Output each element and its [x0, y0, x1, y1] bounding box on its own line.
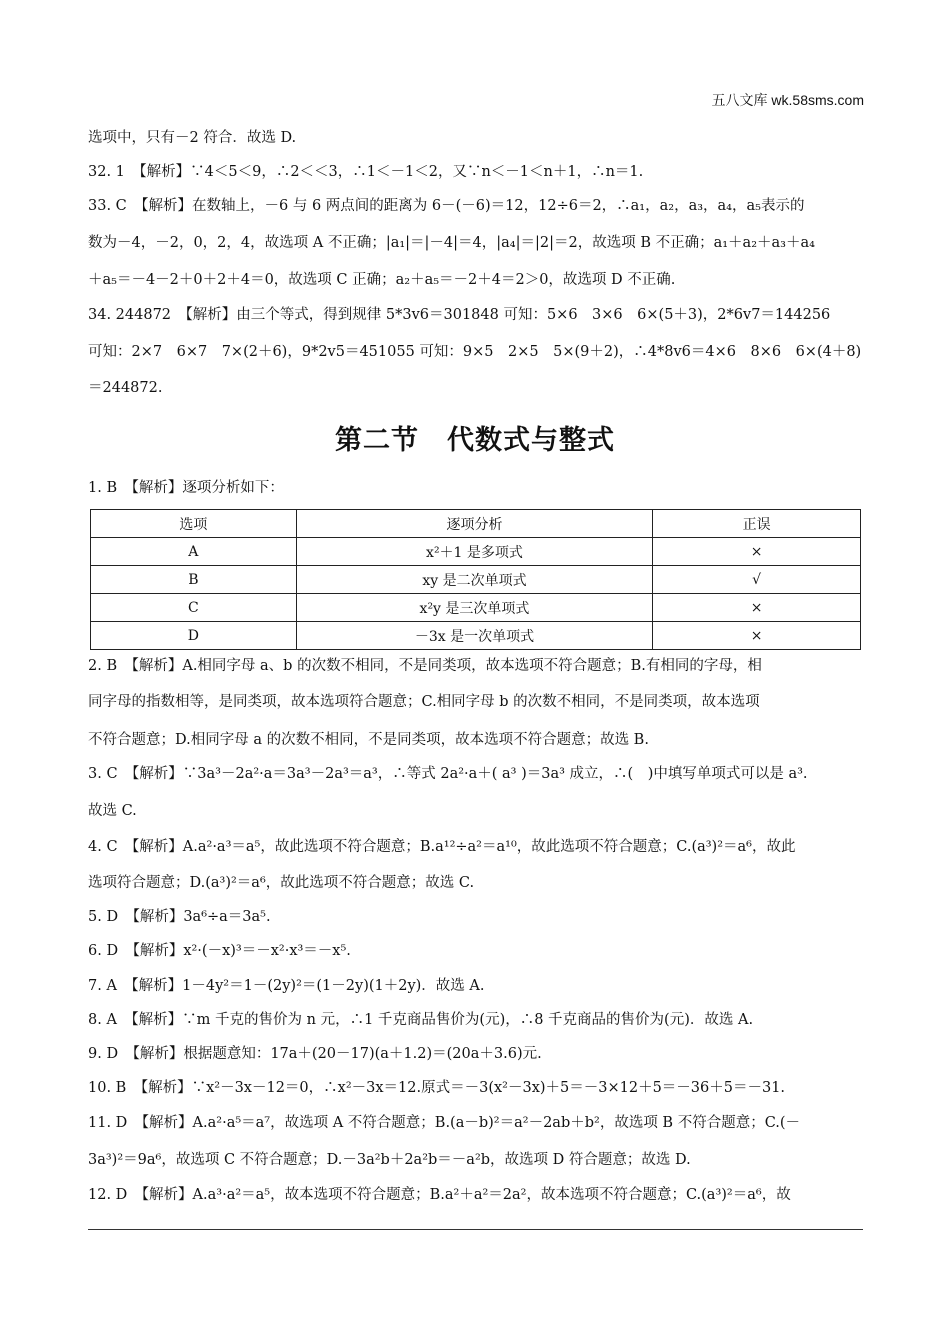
answer-line: 32. 1 【解析】∵4＜5＜9，∴2＜＜3，∴1＜－1＜2，又∵n＜－1＜n＋1，∴n＝1. [88, 164, 644, 180]
table-cell-option: C [91, 594, 297, 622]
table-cell-option: A [91, 538, 297, 566]
answer-line: 3. C 【解析】∵3a³－2a²·a＝3a³－2a³＝a³，∴等式 2a²·a＋( a³ )＝3a³ 成立，∴( )中填写单项式可以是 a³. [88, 766, 808, 782]
answer-line: 4. C 【解析】A.a²·a³＝a⁵，故此选项不符合题意；B.a¹²÷a²＝a¹⁰，故此选项不符合题意；C.(a³)²＝a⁶，故此 [88, 839, 796, 855]
table-row [91, 538, 861, 566]
answer-line: 34. 244872 【解析】由三个等式，得到规律 5*3v6＝301848 可知：5×6 3×6 6×(5＋3)，2*6v7＝144256 [88, 307, 831, 323]
analysis-table [90, 509, 861, 650]
answer-line: 数为－4，－2，0，2，4，故选项 A 不正确；|a₁|＝|－4|＝4，|a₄|＝|2|＝2，故选项 B 不正确；a₁＋a₂＋a₃＋a₄ [88, 235, 815, 251]
table-cell-verdict: × [653, 594, 861, 622]
table-header-cell: 正误 [653, 510, 861, 538]
answer-line: 6. D 【解析】x²·(－x)³＝－x²·x³＝－x⁵. [88, 943, 351, 959]
answer-line: 1. B 【解析】逐项分析如下： [88, 480, 284, 496]
answer-line: 选项中，只有－2 符合．故选 D. [88, 130, 297, 146]
table-row [91, 622, 861, 650]
table-cell-verdict: √ [653, 566, 861, 594]
table-cell-analysis: xy 是二次单项式 [296, 566, 653, 594]
footer-divider [88, 1229, 863, 1230]
table-row [91, 594, 861, 622]
table-cell-option: B [91, 566, 297, 594]
table-cell-option: D [91, 622, 297, 650]
answer-line: 2. B 【解析】A.相同字母 a、b 的次数不相同，不是同类项，故本选项不符合题意；B.有相同的字母，相 [88, 658, 762, 674]
table-cell-analysis: －3x 是一次单项式 [296, 622, 653, 650]
table-header-cell: 选项 [91, 510, 297, 538]
answer-line: 8. A 【解析】∵m 千克的售价为 n 元，∴1 千克商品售价为(元)，∴8 千克商品的售价为(元)．故选 A. [88, 1012, 754, 1028]
answer-line: 12. D 【解析】A.a³·a²＝a⁵，故本选项不符合题意；B.a²＋a²＝2a²，故本选项不符合题意；C.(a³)²＝a⁶，故 [88, 1187, 791, 1203]
table-header-cell: 逐项分析 [296, 510, 653, 538]
answer-line: 9. D 【解析】根据题意知：17a＋(20－17)(a＋1.2)＝(20a＋3.6)元. [88, 1046, 542, 1062]
table-cell-analysis: x²y 是三次单项式 [296, 594, 653, 622]
answer-line: 7. A 【解析】1－4y²＝1－(2y)²＝(1－2y)(1＋2y)．故选 A. [88, 978, 485, 994]
answer-line: 选项符合题意；D.(a³)²＝a⁶，故此选项不符合题意；故选 C. [88, 875, 475, 891]
site-header: 五八文库 wk.58sms.com [711, 92, 864, 108]
answer-line: ＝244872. [88, 380, 163, 396]
answer-line: 可知：2×7 6×7 7×(2＋6)，9*2v5＝451055 可知：9×5 2×5 5×(9＋2)，∴4*8v6＝4×6 8×6 6×(4＋8) [88, 344, 862, 360]
answer-line: 11. D 【解析】A.a²·a⁵＝a⁷，故选项 A 不符合题意；B.(a－b)²＝a²－2ab＋b²，故选项 B 不符合题意；C.(－ [88, 1115, 801, 1131]
section-title: 第二节 代数式与整式 [335, 425, 615, 456]
answer-line: ＋a₅＝－4－2＋0＋2＋4＝0，故选项 C 正确；a₂＋a₅＝－2＋4＝2＞0，故选项 D 不正确. [88, 272, 676, 288]
answer-line: 不符合题意；D.相同字母 a 的次数不相同，不是同类项，故本选项不符合题意；故选 B. [88, 732, 649, 748]
answer-line: 故选 C. [88, 803, 137, 819]
table-row [91, 566, 861, 594]
answer-line: 33. C 【解析】在数轴上，－6 与 6 两点间的距离为 6－(－6)＝12，12÷6＝2，∴a₁，a₂，a₃，a₄，a₅表示的 [88, 198, 805, 214]
table-cell-verdict: × [653, 538, 861, 566]
answer-line: 10. B 【解析】∵x²－3x－12＝0，∴x²－3x＝12.原式＝－3(x²－3x)＋5＝－3×12＋5＝－36＋5＝－31. [88, 1080, 786, 1096]
table-cell-verdict: × [653, 622, 861, 650]
answer-line: 5. D 【解析】3a⁶÷a＝3a⁵. [88, 909, 271, 925]
answer-line: 3a³)²＝9a⁶，故选项 C 不符合题意；D.－3a²b＋2a²b＝－a²b，故选项 D 符合题意；故选 D. [88, 1152, 691, 1168]
table-header-row [91, 510, 861, 538]
answer-line: 同字母的指数相等，是同类项，故本选项符合题意；C.相同字母 b 的次数不相同，不是同类项，故本选项 [88, 694, 760, 710]
table-cell-analysis: x²＋1 是多项式 [296, 538, 653, 566]
